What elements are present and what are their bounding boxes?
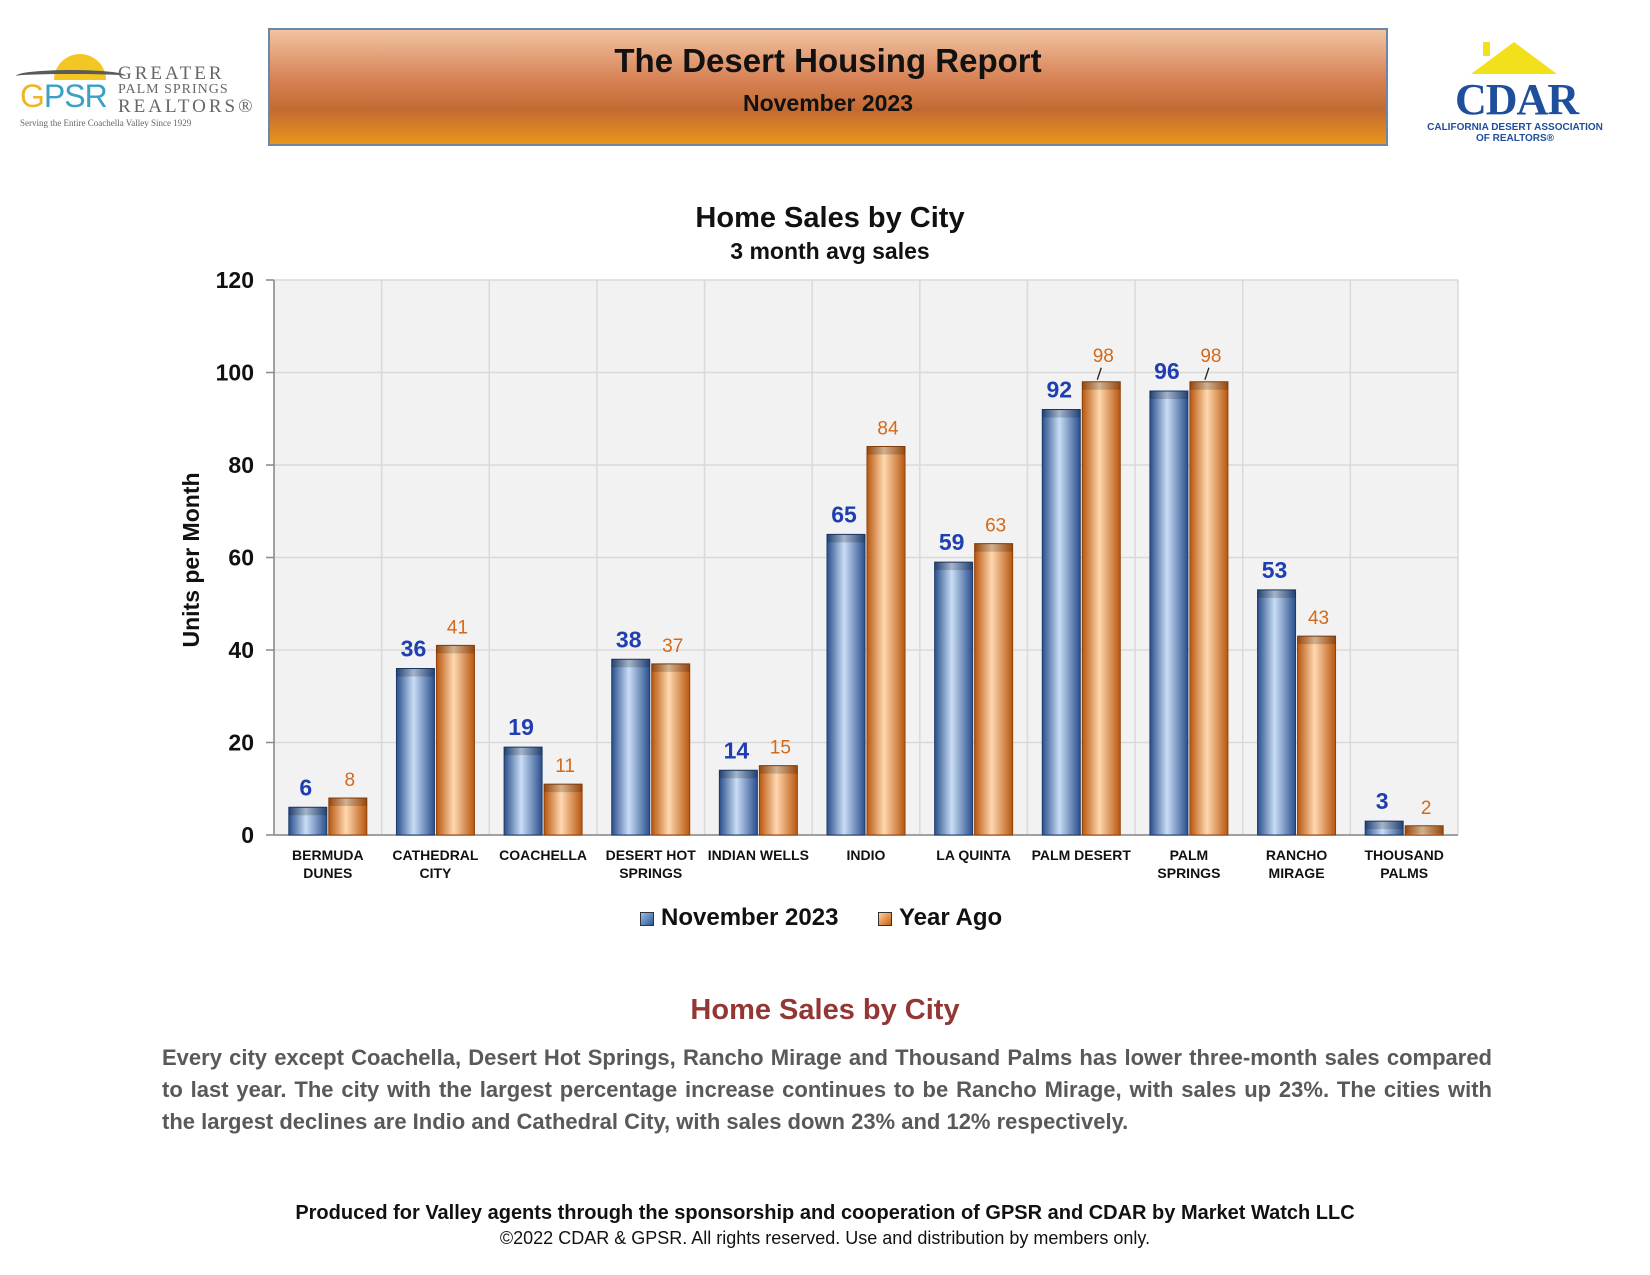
data-label-year-ago: 63 (985, 515, 1007, 537)
bar-cap-shade (1298, 636, 1336, 644)
x-tick-label: CITY (419, 865, 452, 881)
bar-current (396, 669, 434, 836)
section-body: Every city except Coachella, Desert Hot Springs, Rancho Mirage and Thousand Palms has lower three-month sales compared to last year. The city with the largest percentage increase continues to be Rancho Mirage, with sales up 23%. The cities with the largest declines are Indio and Cathedral City, with sales down 23% and 12% respectively. (162, 1045, 1492, 1134)
footer-copyright: ©2022 CDAR & GPSR. All rights reserved. Use and distribution by members only. (499, 1228, 1151, 1248)
report-title: The Desert Housing Report (614, 42, 1042, 79)
bar-cap-shade (975, 544, 1013, 552)
data-label-current: 19 (508, 714, 534, 741)
bar-current (612, 659, 650, 835)
x-tick-label: INDIO (846, 847, 886, 863)
bar-cap-shade (935, 562, 973, 570)
x-tick-label: SPRINGS (619, 865, 683, 881)
x-tick-label: CATHEDRAL (392, 847, 479, 863)
data-label-current: 65 (831, 501, 857, 528)
bar-cap-shade (436, 645, 474, 653)
bar-cap-shade (719, 770, 757, 778)
section-heading: Home Sales by City (690, 994, 960, 1026)
y-axis-ticks (216, 267, 274, 848)
data-label-year-ago: 98 (1092, 345, 1114, 367)
bar-year-ago (1298, 636, 1336, 835)
bar-year-ago (759, 766, 797, 835)
bar-cap-shade (1190, 382, 1228, 390)
bar-current (827, 534, 865, 835)
x-tick-label: DUNES (303, 865, 353, 881)
legend-item-year-ago: Year Ago (878, 904, 1002, 932)
x-tick-label: RANCHO (1265, 847, 1328, 863)
data-label-year-ago: 43 (1307, 608, 1330, 630)
data-label-current: 38 (615, 626, 642, 653)
data-label-year-ago: 98 (1200, 345, 1222, 367)
bar-year-ago (652, 664, 690, 835)
gpsr-abbreviation: GPSR (20, 78, 107, 114)
data-label-year-ago: 84 (877, 418, 899, 440)
data-label-year-ago: 15 (769, 737, 791, 759)
bar-cap-shade (652, 664, 690, 672)
legend-swatch-blue (640, 912, 654, 926)
gpsr-name: GREATER PALM SPRINGS REALTORS® (118, 63, 256, 117)
bar-cap-shade (1150, 391, 1188, 399)
chart-subtitle: 3 month avg sales (730, 238, 930, 264)
bar-cap-shade (759, 766, 797, 774)
report-date: November 2023 (742, 90, 914, 116)
data-label-current: 92 (1046, 376, 1073, 403)
bar-cap-shade (329, 798, 367, 806)
x-tick-label: PALMS (1380, 865, 1429, 881)
data-label-current: 6 (299, 774, 313, 801)
data-label-current: 36 (400, 635, 427, 662)
chart-title: Home Sales by City (695, 202, 965, 234)
x-tick-label: LA QUINTA (936, 847, 1011, 863)
bar-year-ago (867, 447, 905, 836)
footer-credit: Produced for Valley agents through the sponsorship and cooperation of GPSR and CDAR by Market Watch LLC (295, 1202, 1355, 1224)
data-label-current: 59 (938, 529, 965, 556)
cdar-line2: OF REALTORS® (1475, 133, 1555, 144)
bar-cap-shade (544, 784, 582, 792)
bar-cap-shade (827, 534, 865, 542)
gpsr-tagline: Serving the Entire Coachella Valley Since 1929 (20, 118, 192, 128)
bar-year-ago (1082, 382, 1120, 835)
y-tick-label: 80 (228, 452, 254, 478)
data-label-current: 3 (1375, 788, 1389, 815)
x-tick-label: SPRINGS (1157, 865, 1221, 881)
legend-item-current: November 2023 (640, 904, 838, 932)
bar-cap-shade (1405, 826, 1443, 834)
data-label-current: 14 (723, 737, 750, 764)
x-tick-label: INDIAN WELLS (707, 847, 809, 863)
y-tick-label: 40 (228, 637, 254, 663)
bar-current (1150, 391, 1188, 835)
data-label-year-ago: 41 (446, 617, 469, 639)
bar-year-ago (975, 544, 1013, 835)
y-tick-label: 20 (228, 729, 254, 756)
bar-cap-shade (1082, 382, 1120, 390)
bar-current (935, 562, 973, 835)
bar-year-ago (1190, 382, 1228, 835)
legend-swatch-orange (878, 912, 892, 926)
x-tick-label: COACHELLA (499, 847, 588, 863)
x-tick-label: BERMUDA (292, 847, 364, 863)
bar-cap-shade (1042, 410, 1080, 418)
bar-current (1258, 590, 1296, 835)
cdar-line1: CALIFORNIA DESERT ASSOCIATION (1427, 122, 1603, 133)
bar-cap-shade (1365, 821, 1403, 829)
y-tick-label: 0 (241, 822, 254, 848)
y-tick-label: 100 (215, 359, 254, 386)
bar-current (719, 770, 757, 835)
x-tick-label: PALM DESERT (1031, 847, 1131, 863)
data-label-current: 96 (1154, 358, 1180, 384)
y-axis-label: Units per Month (178, 472, 204, 648)
bar-cap-shade (289, 807, 327, 815)
data-label-current: 53 (1261, 556, 1288, 583)
x-tick-label: DESERT HOT (605, 847, 696, 863)
cdar-name: CDAR (1455, 75, 1579, 124)
data-label-year-ago: 37 (662, 635, 684, 657)
bar-cap-shade (504, 747, 542, 755)
bar-cap-shade (396, 669, 434, 677)
bar-current (1042, 410, 1080, 836)
bar-cap-shade (612, 659, 650, 667)
bar-cap-shade (867, 447, 905, 455)
y-tick-label: 60 (228, 544, 254, 571)
x-tick-label: PALM (1169, 847, 1209, 863)
data-label-year-ago: 11 (555, 756, 575, 778)
bar-cap-shade (1258, 590, 1296, 598)
bar-year-ago (436, 645, 474, 835)
y-tick-label: 120 (215, 267, 254, 293)
x-tick-label: THOUSAND (1364, 847, 1444, 863)
x-tick-label: MIRAGE (1268, 865, 1325, 881)
bar-current (504, 747, 542, 835)
data-label-year-ago: 2 (1420, 797, 1432, 819)
data-label-year-ago: 8 (344, 770, 356, 791)
x-axis-labels (292, 847, 1444, 881)
